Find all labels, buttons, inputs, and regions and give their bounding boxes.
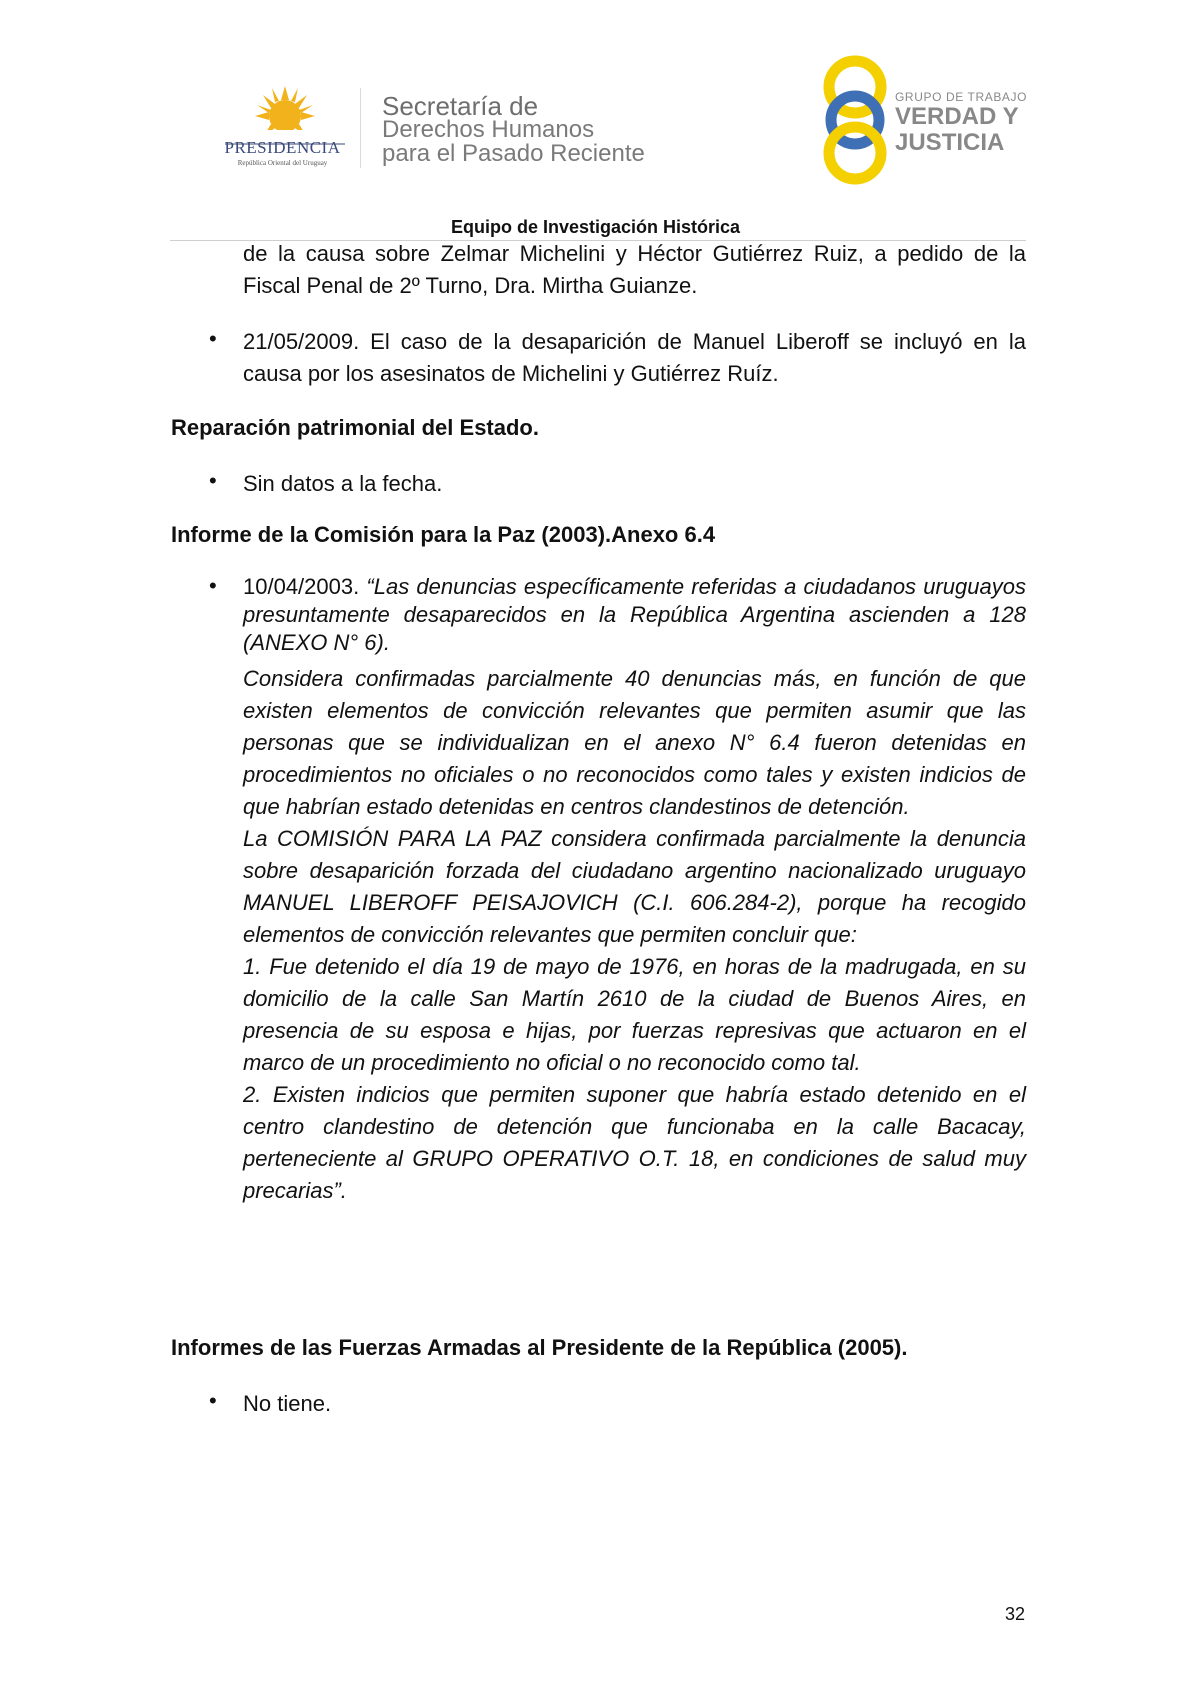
presidencia-subtitle: República Oriental del Uruguay bbox=[237, 159, 328, 167]
bullet-2003-date: 10/04/2003. bbox=[243, 574, 367, 599]
verdad-justicia-logo bbox=[820, 55, 1040, 185]
bullet-sin-datos: Sin datos a la fecha. bbox=[243, 471, 443, 496]
bullet-2003 bbox=[243, 573, 1026, 657]
bullet-no-tiene: No tiene. bbox=[243, 1391, 332, 1416]
heading-reparacion: Reparación patrimonial del Estado. bbox=[171, 415, 539, 440]
rings-icon bbox=[820, 55, 890, 185]
quote-continuation bbox=[243, 663, 1026, 1207]
bullet-2009: 21/05/2009. El caso de la desaparición de Manuel Liberoff se incluyó en la causa por los asesinatos de Michelini y Gutiérrez Ruíz. bbox=[243, 329, 1026, 386]
justicia-label: JUSTICIA bbox=[895, 129, 1005, 156]
verdad-justicia-text bbox=[895, 90, 1027, 156]
bullet-icon: • bbox=[209, 326, 217, 351]
page-number: 32 bbox=[1005, 1604, 1026, 1624]
quote-paragraph-2: La COMISIÓN PARA LA PAZ considera confirmada parcialmente la denuncia sobre desaparición forzada del ciudadano argentino nacionalizado uruguayo MANUEL LIBEROFF PEISAJOVICH (C.I. 606.284-2), porque ha recogido elementos de convicción relevantes que permiten concluir que: bbox=[243, 826, 1026, 947]
verdad-label: VERDAD Y bbox=[895, 103, 1019, 130]
heading-ffaa: Informes de las Fuerzas Armadas al Presidente de la República (2005). bbox=[171, 1335, 908, 1360]
quote-paragraph-4: 2. Existen indicios que permiten suponer que habría estado detenido en el centro clandestino de detención que funcionaba en la calle Bacacay, perteneciente al GRUPO OPERATIVO O.T. 18, en condiciones de salud muy precarias”. bbox=[243, 1082, 1026, 1203]
team-title: Equipo de Investigación Histórica bbox=[450, 217, 741, 237]
quote-paragraph-1: Considera confirmadas parcialmente 40 denuncias más, en función de que existen elementos de convicción relevantes que permiten asumir que las personas que se individualizan en el anexo N° 6.4 fueron detenidas en procedimientos no oficiales o no reconocidos como tales y existen indicios de que habrían estado detenidas en centros clandestinos de detención. bbox=[243, 666, 1026, 819]
continued-paragraph: de la causa sobre Zelmar Michelini y Héctor Gutiérrez Ruiz, a pedido de la Fiscal Penal de 2º Turno, Dra. Mirtha Guianze. bbox=[243, 241, 1026, 298]
secretaria-line-2: Derechos Humanos bbox=[382, 116, 595, 143]
presidencia-logo bbox=[205, 86, 360, 176]
heading-comision: Informe de la Comisión para la Paz (2003).Anexo 6.4 bbox=[171, 522, 716, 547]
grupo-trabajo-label: GRUPO DE TRABAJO bbox=[895, 90, 1028, 104]
header-divider bbox=[360, 88, 361, 168]
secretaria-line-3: para el Pasado Reciente bbox=[382, 140, 645, 167]
secretaria-wordmark bbox=[382, 91, 645, 167]
bullet-2003-quote: “Las denuncias específicamente referidas a ciudadanos uruguayos presuntamente desaparecidos en la República Argentina ascienden a 128 (ANEXO N° 6). bbox=[243, 574, 1026, 655]
sun-icon bbox=[205, 86, 360, 146]
bullet-icon: • bbox=[209, 1388, 217, 1413]
bullet-icon: • bbox=[209, 468, 217, 493]
bullet-icon: • bbox=[209, 573, 217, 598]
quote-paragraph-3: 1. Fue detenido el día 19 de mayo de 1976, en horas de la madrugada, en su domicilio de la calle San Martín 2610 de la ciudad de Buenos Aires, en presencia de su esposa e hijas, por fuerzas represivas que actuaron en el marco de un procedimiento no oficial o no reconocido como tal. bbox=[243, 954, 1026, 1075]
secretaria-line-1: Secretaría de bbox=[382, 91, 539, 121]
presidencia-wordmark: PRESIDENCIA bbox=[224, 138, 341, 157]
